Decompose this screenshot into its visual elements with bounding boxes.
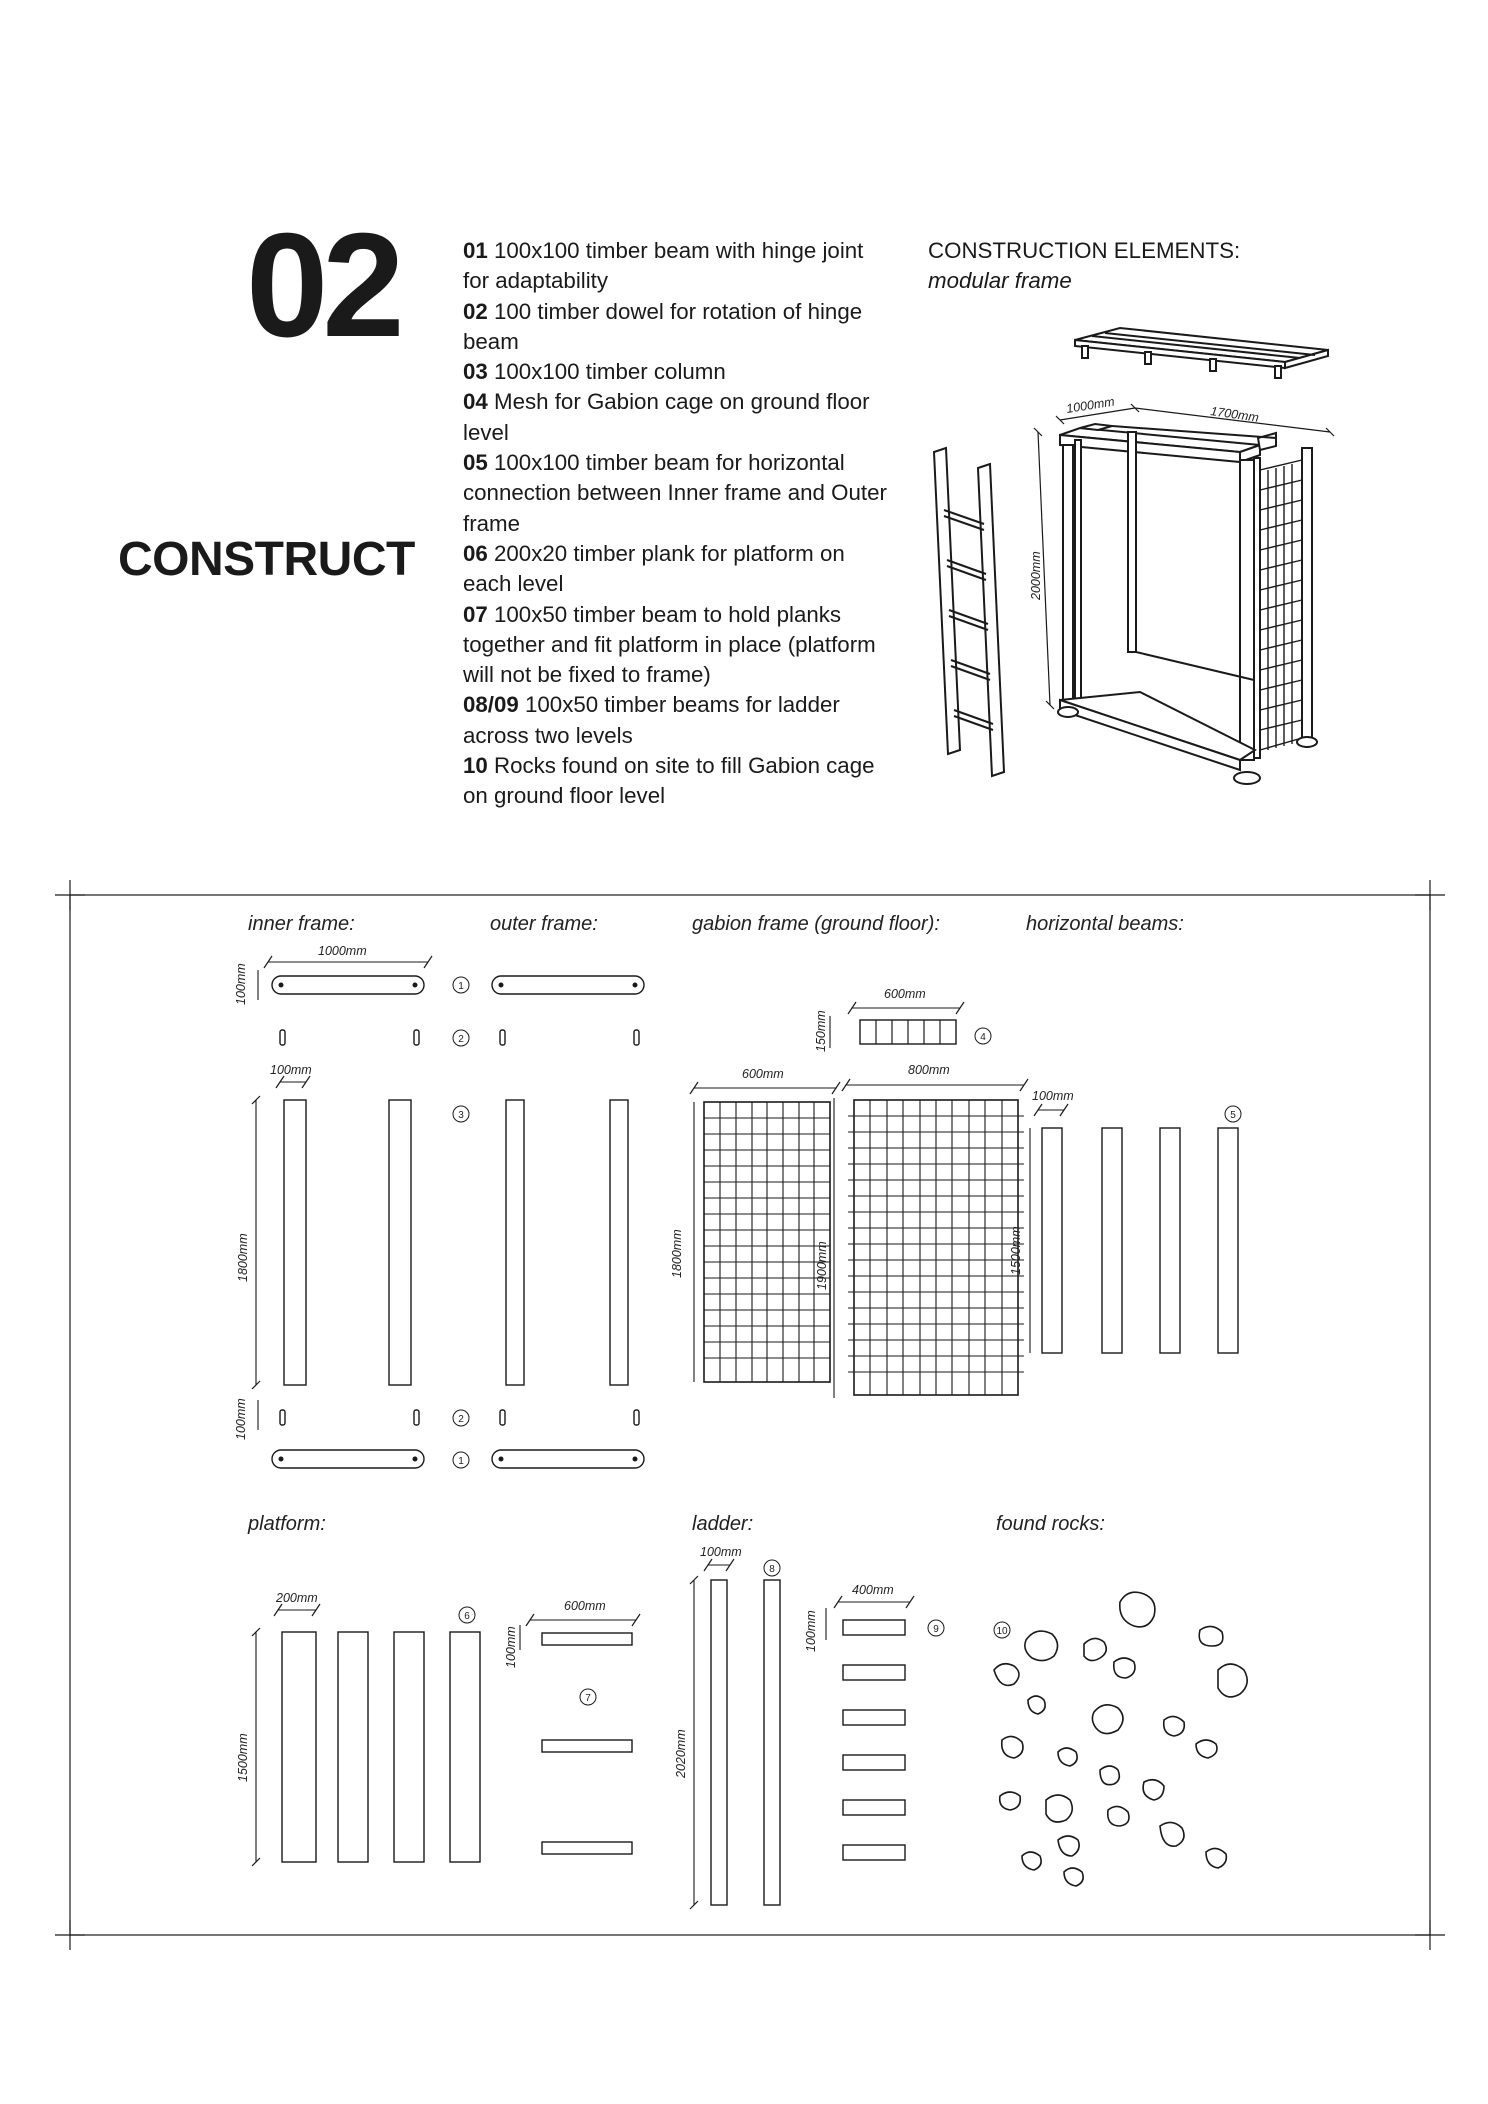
dim-2020: 2020mm bbox=[674, 1729, 688, 1778]
element-text: Rocks found on site to fill Gabion cage on ground floor level bbox=[463, 753, 875, 809]
dim-200: 200mm bbox=[276, 1591, 318, 1605]
dim-100-horizontal: 100mm bbox=[1032, 1089, 1074, 1103]
ladder-rung bbox=[843, 1620, 905, 1635]
marker-5: 5 bbox=[1230, 1110, 1236, 1121]
dim-1000: 1000mm bbox=[318, 944, 367, 958]
element-id: 08/09 bbox=[463, 692, 519, 718]
platform-plank bbox=[450, 1632, 480, 1862]
dim-100-bottom: 100mm bbox=[234, 1398, 248, 1440]
marker-9: 9 bbox=[933, 1624, 939, 1635]
element-text: 100x100 timber column bbox=[487, 359, 726, 385]
platform-plank bbox=[338, 1632, 368, 1862]
element-id: 04 bbox=[463, 389, 488, 415]
dim-150: 150mm bbox=[814, 1010, 828, 1052]
column-outer bbox=[610, 1100, 628, 1385]
marker-2: 2 bbox=[458, 1034, 464, 1045]
element-text: Mesh for Gabion cage on ground floor level bbox=[463, 389, 870, 445]
marker-1-bottom: 1 bbox=[458, 1456, 464, 1467]
dim-400: 400mm bbox=[852, 1583, 894, 1597]
dim-frame-height: 2000mm bbox=[1029, 551, 1043, 600]
marker-1: 1 bbox=[458, 981, 464, 992]
element-id: 05 bbox=[463, 450, 488, 476]
hinge-beam-inner-top bbox=[272, 976, 424, 994]
drawing-border bbox=[55, 880, 1445, 1950]
dim-1800-mesh: 1800mm bbox=[670, 1229, 684, 1278]
ladder-rung bbox=[843, 1665, 905, 1680]
platform-beam bbox=[542, 1740, 632, 1752]
dim-1500-platform: 1500mm bbox=[236, 1733, 250, 1782]
label-inner-frame: inner frame: bbox=[248, 913, 355, 935]
dowel bbox=[280, 1410, 285, 1425]
element-id: 02 bbox=[463, 298, 488, 324]
dowel bbox=[414, 1030, 419, 1045]
label-platform: platform: bbox=[248, 1513, 326, 1535]
marker-2-bottom: 2 bbox=[458, 1414, 464, 1425]
dim-frame-depth: 1700mm bbox=[1209, 404, 1260, 425]
element-id: 06 bbox=[463, 540, 488, 566]
found-rocks bbox=[994, 1592, 1247, 1886]
ladder-stile bbox=[711, 1580, 727, 1905]
marker-3: 3 bbox=[458, 1110, 464, 1121]
marker-10: 10 bbox=[996, 1626, 1008, 1637]
platform-plank bbox=[282, 1632, 316, 1862]
ladder-rung bbox=[843, 1755, 905, 1770]
dowel bbox=[280, 1030, 285, 1045]
horizontal-beam bbox=[1160, 1128, 1180, 1353]
construction-elements-title: CONSTRUCTION ELEMENTS: bbox=[928, 238, 1241, 263]
dim-frame-width: 1000mm bbox=[1065, 394, 1116, 416]
dim-600-platform: 600mm bbox=[564, 1599, 606, 1613]
platform-plank bbox=[394, 1632, 424, 1862]
platform-beam bbox=[542, 1842, 632, 1854]
ladder-stile bbox=[764, 1580, 780, 1905]
element-id: 03 bbox=[463, 359, 488, 385]
dowel bbox=[500, 1030, 505, 1045]
element-text: 100x50 timber beams for ladder across two levels bbox=[463, 692, 840, 748]
section-title: CONSTRUCT bbox=[118, 533, 415, 586]
column-inner bbox=[389, 1100, 411, 1385]
column-inner bbox=[284, 1100, 306, 1385]
dowel bbox=[414, 1410, 419, 1425]
label-outer-frame: outer frame: bbox=[490, 913, 598, 935]
dim-600-mesh: 600mm bbox=[742, 1067, 784, 1081]
ladder-rung bbox=[843, 1845, 905, 1860]
element-text: 100x100 timber beam for horizontal connection between Inner frame and Outer frame bbox=[463, 450, 887, 536]
horizontal-beam bbox=[1102, 1128, 1122, 1353]
column-outer bbox=[506, 1100, 524, 1385]
hinge-beam-inner-bottom bbox=[272, 1450, 424, 1468]
horizontal-beam bbox=[1218, 1128, 1238, 1353]
element-id: 07 bbox=[463, 601, 488, 627]
dim-1800-column: 1800mm bbox=[236, 1233, 250, 1282]
label-horizontal-beams: horizontal beams: bbox=[1026, 913, 1184, 935]
platform-beam bbox=[542, 1633, 632, 1645]
dim-1500-horizontal: 1500mm bbox=[1009, 1226, 1023, 1275]
label-gabion-frame: gabion frame (ground floor): bbox=[692, 913, 940, 935]
element-text: 100x50 timber beam to hold planks together and fit platform in place (platform will not be fixed to frame) bbox=[463, 601, 876, 688]
dim-100-rung: 100mm bbox=[804, 1610, 818, 1652]
ladder-rung bbox=[843, 1800, 905, 1815]
hinge-beam-outer-top bbox=[492, 976, 644, 994]
horizontal-beam bbox=[1042, 1128, 1062, 1353]
dowel bbox=[634, 1030, 639, 1045]
dowel bbox=[634, 1410, 639, 1425]
marker-8: 8 bbox=[769, 1564, 775, 1575]
marker-4: 4 bbox=[980, 1032, 986, 1043]
element-text: 100x100 timber beam with hinge joint for adaptability bbox=[463, 238, 864, 294]
dim-100-ladder: 100mm bbox=[700, 1545, 742, 1559]
label-ladder: ladder: bbox=[692, 1513, 754, 1535]
ladder-rung bbox=[843, 1710, 905, 1725]
dim-600-small: 600mm bbox=[884, 987, 926, 1001]
element-text: 200x20 timber plank for platform on each level bbox=[463, 540, 845, 597]
element-id: 10 bbox=[463, 753, 488, 779]
dim-1900: 1900mm bbox=[815, 1241, 829, 1290]
dowel bbox=[500, 1410, 505, 1425]
dim-800: 800mm bbox=[908, 1063, 950, 1077]
element-text: 100 timber dowel for rotation of hinge beam bbox=[463, 298, 863, 354]
dim-100-top: 100mm bbox=[234, 963, 248, 1005]
construction-elements-subtitle: modular frame bbox=[928, 268, 1072, 293]
section-number: 02 bbox=[246, 203, 399, 368]
element-id: 01 bbox=[463, 238, 488, 263]
marker-7: 7 bbox=[585, 1693, 591, 1704]
label-found-rocks: found rocks: bbox=[996, 1513, 1105, 1535]
marker-6: 6 bbox=[464, 1611, 470, 1622]
dim-100-column: 100mm bbox=[270, 1063, 312, 1077]
hinge-beam-outer-bottom bbox=[492, 1450, 644, 1468]
dim-100-platform: 100mm bbox=[504, 1626, 518, 1668]
